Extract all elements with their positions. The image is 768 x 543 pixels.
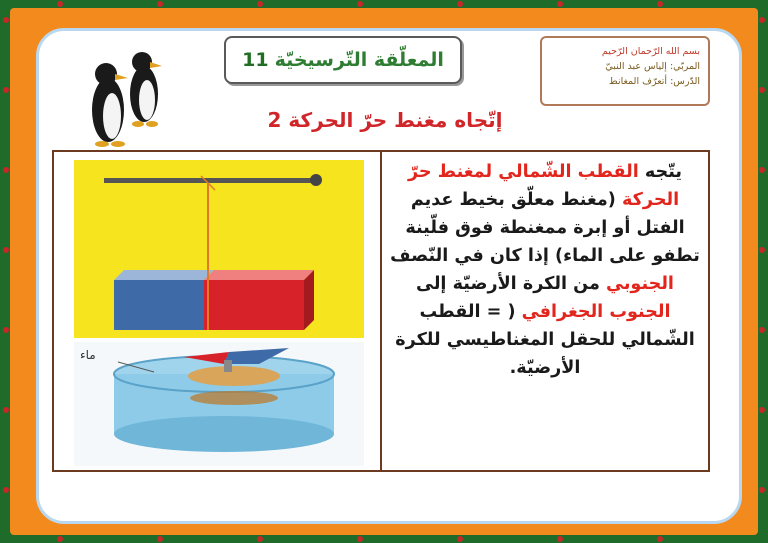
- highlight-southern: الجنوبي: [606, 274, 674, 294]
- subtitle: إتّجاه مغنط حرّ الحركة 2: [267, 108, 503, 132]
- explanation-text: [382, 152, 708, 470]
- body-text-2: (مغنط معلّق بخيط عديم الفتل أو إبرة ممغنطة فوق فلّينة تطفو على الماء) إذا كان في النّصف: [390, 190, 700, 266]
- body-text-4: ( = القطب الشّمالي للحقل المغناطيسي للكرة الأرضيّة.: [395, 302, 695, 378]
- penguins-icon: [66, 44, 176, 154]
- water-label: ماء: [80, 348, 96, 362]
- teacher-name: المربّي: إلياس عبد النبيّ: [605, 61, 700, 72]
- page-title: [224, 36, 462, 84]
- body-text-3: من الكرة الأرضيّة إلى: [416, 274, 607, 294]
- lesson-name: الدّرس: أتعرّف المغانط: [608, 76, 700, 87]
- title-number: 11: [242, 49, 269, 71]
- title-text: المعلّقة التّرسيخيّة: [274, 49, 444, 71]
- magnet-illustration: [54, 152, 380, 470]
- basmala-text: بسم الله الرّحمان الرّحيم: [601, 46, 700, 57]
- highlight-north-pole: القطب الشّمالي لمغنط حرّ الحركة: [407, 162, 680, 210]
- panel-divider: [380, 152, 382, 470]
- info-box: [540, 36, 710, 106]
- highlight-geographic-south: الجنوب الجغرافي: [521, 302, 671, 322]
- body-text-1: يتّجه: [638, 162, 683, 182]
- content-box: [52, 150, 710, 472]
